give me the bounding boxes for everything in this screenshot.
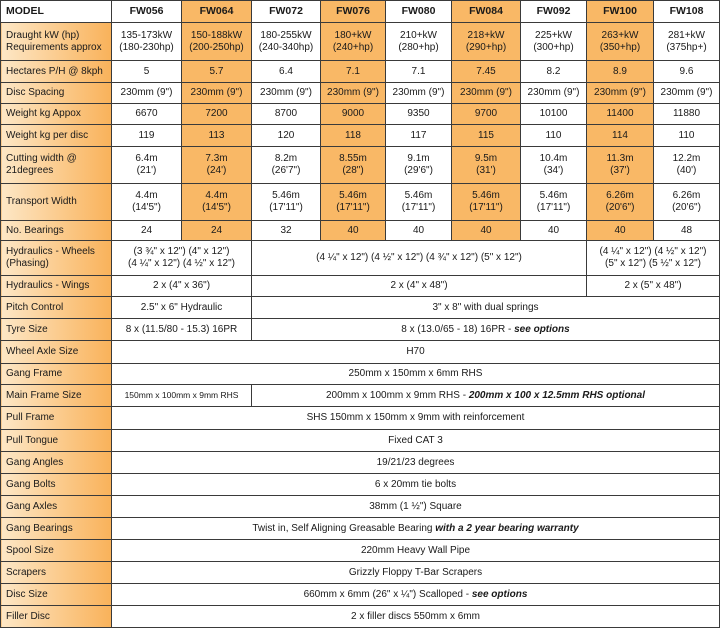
- tyre-value: 8 x (13.0/65 - 18) 16PR -: [401, 323, 515, 335]
- imperial-value: (28"): [342, 165, 364, 176]
- data-cell: 230mm (9"): [521, 83, 587, 104]
- imperial-value: (17'11"): [269, 202, 303, 213]
- data-cell: [386, 184, 452, 221]
- imperial-value: (17'11"): [536, 202, 571, 213]
- gang-axles-row: [1, 496, 720, 518]
- data-cell: [452, 23, 521, 61]
- imperial-value: (40'): [676, 165, 697, 176]
- hydraulics-wings-row: [1, 276, 720, 297]
- data-cell: [252, 385, 720, 407]
- warranty-note: with a 2 year bearing warranty: [435, 522, 579, 534]
- metric-value: 12.2m: [672, 153, 701, 164]
- data-cell: [587, 241, 720, 276]
- kw-value: 225+kW: [535, 29, 572, 41]
- imperial-value: (17'11"): [336, 202, 370, 213]
- data-cell: [452, 147, 521, 184]
- imperial-value: (29'6"): [404, 165, 433, 176]
- imperial-value: (34'): [543, 165, 564, 176]
- data-cell: 32: [252, 221, 321, 241]
- data-cell: [386, 147, 452, 184]
- wheel-axle-row: [1, 341, 720, 364]
- metric-value: 9.5m: [474, 153, 498, 164]
- cylinder-sizes: (4 ¼" x 12") (4 ½" x 12"): [599, 246, 707, 257]
- spool-size-row: [1, 540, 720, 562]
- header-row: [1, 1, 720, 23]
- kw-value: 180-255kW: [260, 29, 312, 41]
- metric-value: 9.1m: [407, 153, 430, 164]
- data-cell: 11400: [587, 104, 654, 125]
- cylinder-sizes: (3 ¾" x 12") (4" x 12"): [133, 246, 230, 257]
- data-cell: 5: [112, 61, 182, 83]
- data-cell: 2 x (4" x 48"): [252, 276, 587, 297]
- data-cell: [452, 184, 521, 221]
- row-label: Hydraulics - Wheels (Phasing): [1, 241, 112, 276]
- hydraulics-wheels-row: [1, 241, 720, 276]
- data-cell: [182, 23, 252, 61]
- data-cell: 6 x 20mm tie bolts: [112, 474, 720, 496]
- row-label: Tyre Size: [1, 319, 112, 341]
- bearing-value: Twist in, Self Aligning Greasable Bearing: [252, 522, 436, 534]
- model-header-cell: FW108: [654, 1, 720, 23]
- data-cell: 230mm (9"): [654, 83, 720, 104]
- data-cell: [112, 184, 182, 221]
- data-cell: 24: [182, 221, 252, 241]
- row-label: Draught kW (hp) Requirements approx: [1, 23, 112, 61]
- imperial-value: (21'): [136, 165, 157, 176]
- model-header-cell: FW080: [386, 1, 452, 23]
- imperial-value: (20'6"): [605, 202, 635, 213]
- data-cell: [112, 241, 252, 276]
- metric-value: 5.46m: [472, 190, 500, 201]
- data-cell: 2.5" x 6" Hydraulic: [112, 297, 252, 319]
- gang-frame-row: [1, 364, 720, 385]
- row-label: Spool Size: [1, 540, 112, 562]
- draught-row: [1, 23, 720, 61]
- data-cell: (4 ¼" x 12") (4 ½" x 12") (4 ¾" x 12") (5" x 12"): [252, 241, 587, 276]
- pitch-control-row: [1, 297, 720, 319]
- row-label: Gang Axles: [1, 496, 112, 518]
- metric-value: 11.3m: [606, 153, 634, 164]
- row-label: Scrapers: [1, 562, 112, 584]
- hp-value: (300+hp): [533, 41, 574, 53]
- data-cell: [386, 23, 452, 61]
- options-note: see options: [471, 588, 528, 600]
- options-note: 200mm x 100 x 12.5mm RHS optional: [468, 389, 645, 401]
- weight-per-disc-row: [1, 125, 720, 147]
- data-cell: 8 x (11.5/80 - 15.3) 16PR: [112, 319, 252, 341]
- row-label: Gang Bolts: [1, 474, 112, 496]
- data-cell: [654, 23, 720, 61]
- data-cell: [587, 147, 654, 184]
- row-label: Pitch Control: [1, 297, 112, 319]
- model-header-cell: FW056: [112, 1, 182, 23]
- metric-value: 5.46m: [339, 190, 367, 201]
- metric-value: 8.2m: [274, 153, 298, 164]
- data-cell: 118: [321, 125, 386, 147]
- data-cell: [587, 23, 654, 61]
- row-label: Disc Size: [1, 584, 112, 606]
- disc-spacing-row: [1, 83, 720, 104]
- disc-value: 660mm x 6mm (26" x ¼") Scalloped -: [303, 588, 472, 600]
- imperial-value: (26'7"): [271, 165, 301, 176]
- data-cell: 8.2: [521, 61, 587, 83]
- row-label: Weight kg per disc: [1, 125, 112, 147]
- model-header-cell: FW072: [252, 1, 321, 23]
- data-cell: 38mm (1 ½") Square: [112, 496, 720, 518]
- data-cell: 8700: [252, 104, 321, 125]
- kw-value: 218+kW: [467, 29, 505, 41]
- imperial-value: (20'6"): [672, 202, 701, 213]
- data-cell: 40: [386, 221, 452, 241]
- kw-value: 281+kW: [668, 29, 705, 41]
- data-cell: 230mm (9"): [112, 83, 182, 104]
- model-header-cell: FW076: [321, 1, 386, 23]
- data-cell: Grizzly Floppy T-Bar Scrapers: [112, 562, 720, 584]
- metric-value: 6.26m: [606, 190, 634, 201]
- imperial-value: (14'5"): [132, 202, 161, 213]
- row-label: Gang Frame: [1, 364, 112, 385]
- data-cell: 7.1: [321, 61, 386, 83]
- data-cell: 10100: [521, 104, 587, 125]
- data-cell: 114: [587, 125, 654, 147]
- data-cell: 110: [521, 125, 587, 147]
- row-label: Main Frame Size: [1, 385, 112, 407]
- row-label: Disc Spacing: [1, 83, 112, 104]
- data-cell: [521, 147, 587, 184]
- data-cell: 6.4: [252, 61, 321, 83]
- data-cell: Fixed CAT 3: [112, 430, 720, 452]
- data-cell: 115: [452, 125, 521, 147]
- transport-width-row: [1, 184, 720, 221]
- metric-value: 5.46m: [272, 190, 300, 201]
- data-cell: [112, 518, 720, 540]
- weight-row: [1, 104, 720, 125]
- hp-value: (200-250hp): [189, 41, 244, 53]
- data-cell: [182, 147, 252, 184]
- row-label: Weight kg Appox: [1, 104, 112, 125]
- frame-value: 200mm x 100mm x 9mm RHS -: [326, 389, 469, 401]
- data-cell: 2 x (5" x 48"): [587, 276, 720, 297]
- model-header-cell: FW064: [182, 1, 252, 23]
- model-header-cell: FW084: [452, 1, 521, 23]
- data-cell: 2 x filler discs 550mm x 6mm: [112, 606, 720, 628]
- data-cell: [321, 147, 386, 184]
- data-cell: 8.9: [587, 61, 654, 83]
- data-cell: 9700: [452, 104, 521, 125]
- model-header: MODEL: [1, 1, 112, 23]
- imperial-value: (31'): [476, 165, 496, 176]
- gang-angles-row: [1, 452, 720, 474]
- hp-value: (375hp+): [666, 41, 707, 53]
- data-cell: 7.1: [386, 61, 452, 83]
- main-frame-row: [1, 385, 720, 407]
- model-header-cell: FW092: [521, 1, 587, 23]
- pull-tongue-row: [1, 430, 720, 452]
- row-label: Pull Frame: [1, 407, 112, 430]
- row-label: Gang Angles: [1, 452, 112, 474]
- data-cell: H70: [112, 341, 720, 364]
- data-cell: 40: [452, 221, 521, 241]
- row-label: Pull Tongue: [1, 430, 112, 452]
- data-cell: 230mm (9"): [182, 83, 252, 104]
- hectares-row: [1, 61, 720, 83]
- data-cell: [587, 184, 654, 221]
- hp-value: (280+hp): [398, 41, 439, 53]
- row-label: Cutting width @ 21degrees: [1, 147, 112, 184]
- data-cell: 9350: [386, 104, 452, 125]
- data-cell: 7200: [182, 104, 252, 125]
- data-cell: 6670: [112, 104, 182, 125]
- data-cell: 250mm x 150mm x 6mm RHS: [112, 364, 720, 385]
- data-cell: 110: [654, 125, 720, 147]
- data-cell: [321, 184, 386, 221]
- metric-value: 8.55m: [339, 153, 367, 164]
- data-cell: 24: [112, 221, 182, 241]
- data-cell: [654, 147, 720, 184]
- data-cell: 48: [654, 221, 720, 241]
- kw-value: 135-173kW: [120, 29, 173, 41]
- hp-value: (350+hp): [599, 41, 641, 53]
- scrapers-row: [1, 562, 720, 584]
- hp-value: (290+hp): [465, 41, 507, 53]
- imperial-value: (24'): [206, 165, 227, 176]
- data-cell: [654, 184, 720, 221]
- metric-value: 4.4m: [135, 190, 158, 201]
- data-cell: 230mm (9"): [587, 83, 654, 104]
- cutting-width-row: [1, 147, 720, 184]
- cylinder-sizes: (4 ¼" x 12") (4 ½" x 12"): [127, 258, 236, 269]
- tyre-size-row: [1, 319, 720, 341]
- data-cell: [252, 184, 321, 221]
- data-cell: 7.45: [452, 61, 521, 83]
- cylinder-sizes: (5" x 12") (5 ½" x 12"): [605, 258, 701, 269]
- row-label: No. Bearings: [1, 221, 112, 241]
- bearings-row: [1, 221, 720, 241]
- pull-frame-row: [1, 407, 720, 430]
- data-cell: 120: [252, 125, 321, 147]
- row-label: Hydraulics - Wings: [1, 276, 112, 297]
- gang-bolts-row: [1, 474, 720, 496]
- data-cell: 230mm (9"): [386, 83, 452, 104]
- metric-value: 10.4m: [539, 153, 568, 164]
- hp-value: (240-340hp): [258, 41, 314, 53]
- metric-value: 5.46m: [539, 190, 568, 201]
- kw-value: 263+kW: [601, 29, 639, 41]
- kw-value: 180+kW: [334, 29, 372, 41]
- data-cell: 40: [521, 221, 587, 241]
- hp-value: (180-230hp): [119, 41, 174, 53]
- options-note: see options: [514, 323, 570, 335]
- kw-value: 210+kW: [400, 29, 437, 41]
- imperial-value: (37'): [610, 165, 630, 176]
- data-cell: 117: [386, 125, 452, 147]
- data-cell: [252, 23, 321, 61]
- metric-value: 4.4m: [205, 190, 228, 201]
- imperial-value: (17'11"): [469, 202, 503, 213]
- data-cell: [252, 147, 321, 184]
- gang-bearings-row: [1, 518, 720, 540]
- row-label: Gang Bearings: [1, 518, 112, 540]
- data-cell: 230mm (9"): [452, 83, 521, 104]
- filler-disc-row: [1, 606, 720, 628]
- data-cell: 150mm x 100mm x 9mm RHS: [112, 385, 252, 407]
- data-cell: 113: [182, 125, 252, 147]
- imperial-value: (17'11"): [401, 202, 436, 213]
- data-cell: 2 x (4" x 36"): [112, 276, 252, 297]
- data-cell: 40: [321, 221, 386, 241]
- data-cell: [252, 319, 720, 341]
- data-cell: 230mm (9"): [321, 83, 386, 104]
- data-cell: 40: [587, 221, 654, 241]
- data-cell: 230mm (9"): [252, 83, 321, 104]
- metric-value: 5.46m: [404, 190, 433, 201]
- kw-value: 150-188kW: [190, 29, 243, 41]
- data-cell: [521, 23, 587, 61]
- data-cell: 5.7: [182, 61, 252, 83]
- metric-value: 6.4m: [135, 153, 158, 164]
- data-cell: SHS 150mm x 150mm x 9mm with reinforcement: [112, 407, 720, 430]
- data-cell: [112, 23, 182, 61]
- data-cell: 9000: [321, 104, 386, 125]
- data-cell: 220mm Heavy Wall Pipe: [112, 540, 720, 562]
- data-cell: [112, 584, 720, 606]
- model-header-cell: FW100: [587, 1, 654, 23]
- data-cell: 9.6: [654, 61, 720, 83]
- row-label: Wheel Axle Size: [1, 341, 112, 364]
- metric-value: 6.26m: [672, 190, 701, 201]
- data-cell: 3" x 8" with dual springs: [252, 297, 720, 319]
- row-label: Hectares P/H @ 8kph: [1, 61, 112, 83]
- imperial-value: (14'5"): [202, 202, 231, 213]
- metric-value: 7.3m: [205, 153, 228, 164]
- hp-value: (240+hp): [332, 41, 374, 53]
- data-cell: [521, 184, 587, 221]
- data-cell: [112, 147, 182, 184]
- data-cell: 11880: [654, 104, 720, 125]
- row-label: Transport Width: [1, 184, 112, 221]
- data-cell: 119: [112, 125, 182, 147]
- data-cell: 19/21/23 degrees: [112, 452, 720, 474]
- disc-size-row: [1, 584, 720, 606]
- row-label: Filler Disc: [1, 606, 112, 628]
- data-cell: [321, 23, 386, 61]
- data-cell: [182, 184, 252, 221]
